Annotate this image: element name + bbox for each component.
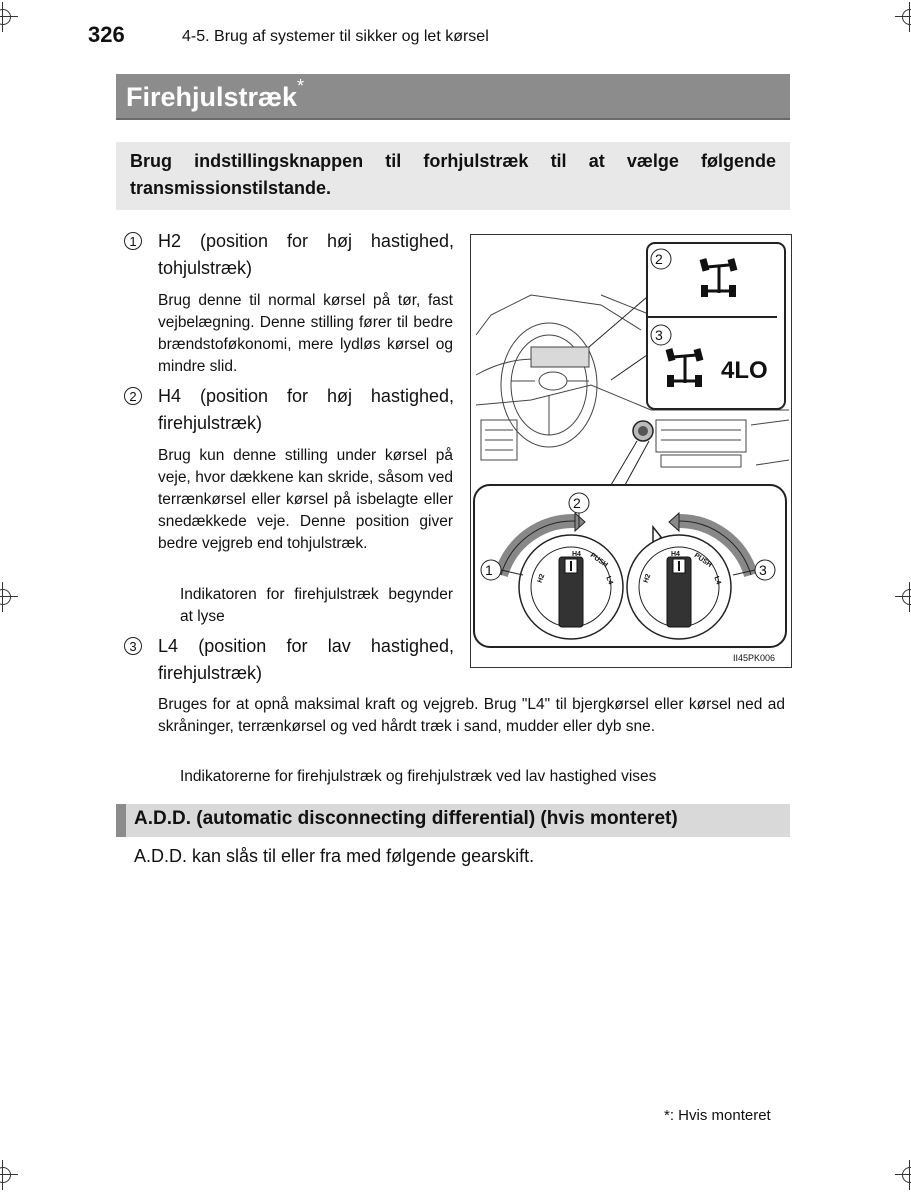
add-section-title: A.D.D. (automatic disconnecting differential) (hvis monteret): [116, 804, 790, 837]
left-knob-l4-label: L4: [604, 575, 614, 586]
item-2-heading: [124, 383, 454, 437]
crop-mark-mid-left: [0, 582, 18, 612]
crop-mark-top-right: [895, 2, 911, 32]
item-3-indicator: Indikatorerne for firehjulstræk og firehjulstræk ved lav hastighed vises: [180, 768, 657, 785]
footnote: [664, 1107, 771, 1124]
figure-callout-2-knob: 2: [573, 495, 581, 511]
right-knob-l4-label: L4: [712, 575, 722, 586]
figure-code: II45PK006: [733, 653, 776, 663]
section-title: [116, 74, 790, 120]
item-1-heading: [124, 228, 454, 282]
figure-callout-3-knob: 3: [759, 562, 767, 578]
section-title-mark: *: [297, 76, 305, 96]
page-number: 326: [88, 22, 125, 47]
crop-mark-mid-right: [895, 582, 911, 612]
footnote-mark: *: [664, 1107, 670, 1124]
running-header: 4-5. Brug af systemer til sikker og let kørsel: [182, 28, 489, 45]
item-2-description: Brug kun denne stilling under kørsel på veje, hvor dækkene kan skride, såsom ved terrænkørsel eller kørsel på isbelagte eller snedækkede veje. Denne position giver bedre vejgreb end tohjulstræk.: [158, 447, 453, 552]
right-knob-push-label: PUSH: [692, 552, 713, 569]
section-title-text: Firehjulstræk: [126, 82, 298, 112]
right-knob-h2-label: H2: [642, 573, 653, 584]
crop-mark-bottom-left: [0, 1160, 18, 1190]
item-2-number: 2: [124, 387, 142, 405]
item-3-number: 3: [124, 637, 142, 655]
item-3-heading: [124, 633, 454, 687]
left-knob-push-label: PUSH: [588, 552, 609, 569]
four-wheel-drive-figure: [470, 234, 792, 668]
crop-mark-top-left: [0, 2, 18, 32]
left-knob-h4-label: H4: [572, 551, 581, 558]
left-knob-h2-label: H2: [536, 573, 547, 584]
item-3-description: Bruges for at opnå maksimal kraft og vejgreb. Brug "L4" til bjergkørsel eller kørsel ned ad skråninger, terrænkørsel og ved hårdt træk i sand, mudder eller dyb sne.: [158, 696, 785, 735]
item-2-heading-text: H4 (position for høj hastighed, firehjulstræk): [158, 386, 454, 433]
item-1-heading-text: H2 (position for høj hastighed, tohjulstræk): [158, 231, 454, 278]
figure-illustration: [471, 235, 791, 667]
item-1-description: Brug denne til normal kørsel på tør, fast vejbelægning. Denne stilling fører til bedre brændstoføkonomi, mere lydløs kørsel og mindre slid.: [158, 292, 453, 375]
add-section-text: A.D.D. kan slås til eller fra med følgende gearskift.: [134, 846, 535, 866]
footnote-text: : Hvis monteret: [669, 1107, 771, 1124]
intro-box: Brug indstillingsknappen til forhjulstræk til at vælge følgende transmissionstilstande.: [116, 142, 790, 210]
item-3-heading-text: L4 (position for lav hastighed, firehjulstræk): [158, 636, 454, 683]
indicator-4lo-label: 4LO: [721, 357, 768, 384]
right-knob-h4-label: H4: [671, 551, 680, 558]
figure-callout-1-knob: 1: [485, 562, 493, 578]
crop-mark-bottom-right: [895, 1160, 911, 1190]
item-2-indicator: Indikatoren for firehjulstræk begynder at lyse: [180, 586, 453, 625]
figure-callout-2-indicator: 2: [655, 251, 663, 267]
figure-callout-3-indicator: 3: [655, 327, 663, 343]
item-1-number: 1: [124, 232, 142, 250]
